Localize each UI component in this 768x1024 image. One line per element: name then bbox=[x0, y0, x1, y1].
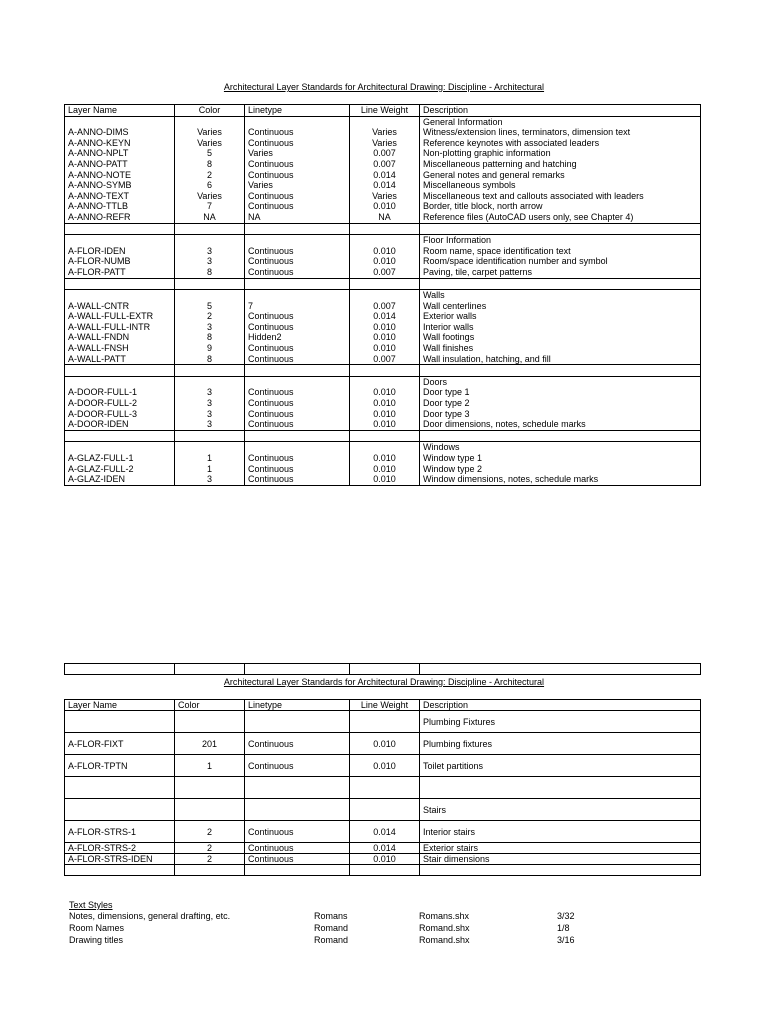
linetype-cell: Continuous bbox=[245, 409, 350, 420]
linetype-cell bbox=[245, 235, 350, 246]
description-cell: Plumbing Fixtures bbox=[420, 711, 701, 733]
linetype-cell: Continuous bbox=[245, 343, 350, 354]
table-row bbox=[65, 453, 701, 464]
table-row bbox=[65, 278, 701, 290]
table-row bbox=[65, 733, 701, 755]
color-cell bbox=[175, 442, 245, 453]
color-cell: Varies bbox=[175, 191, 245, 202]
color-cell: 2 bbox=[175, 854, 245, 865]
text-style-usage: Room Names bbox=[69, 923, 125, 933]
line-weight-cell: Varies bbox=[350, 191, 420, 202]
line-weight-cell: 0.010 bbox=[350, 755, 420, 777]
color-cell: NA bbox=[175, 212, 245, 223]
line-weight-cell bbox=[350, 365, 420, 377]
description-cell: Miscellaneous symbols bbox=[420, 180, 701, 191]
line-weight-cell: 0.010 bbox=[350, 419, 420, 430]
line-weight-cell bbox=[350, 235, 420, 246]
table-row bbox=[65, 387, 701, 398]
text-styles-title: Text Styles bbox=[69, 900, 113, 910]
layer-name-cell bbox=[65, 365, 175, 377]
line-weight-cell: 0.010 bbox=[350, 343, 420, 354]
description-cell: Reference keynotes with associated leaders bbox=[420, 138, 701, 149]
line-weight-cell: 0.014 bbox=[350, 170, 420, 181]
layer-name-cell bbox=[65, 278, 175, 290]
description-cell: Stair dimensions bbox=[420, 854, 701, 865]
linetype-cell bbox=[245, 777, 350, 799]
description-cell: Stairs bbox=[420, 799, 701, 821]
color-cell: 1 bbox=[175, 755, 245, 777]
table-row bbox=[65, 854, 701, 865]
linetype-cell bbox=[245, 290, 350, 301]
text-style-size: 3/16 bbox=[557, 935, 575, 945]
linetype-cell: Continuous bbox=[245, 843, 350, 854]
line-weight-cell: 0.007 bbox=[350, 159, 420, 170]
header-linetype: Linetype bbox=[245, 700, 350, 711]
description-cell: Wall footings bbox=[420, 332, 701, 343]
line-weight-cell: 0.010 bbox=[350, 854, 420, 865]
linetype-cell: Continuous bbox=[245, 854, 350, 865]
layer-standards-table-1 bbox=[64, 104, 701, 486]
layer-name-cell: A-DOOR-IDEN bbox=[65, 419, 175, 430]
table1-header-row bbox=[65, 105, 701, 117]
linetype-cell bbox=[245, 278, 350, 290]
color-cell: 3 bbox=[175, 398, 245, 409]
layer-name-cell bbox=[65, 430, 175, 442]
table-row bbox=[65, 267, 701, 278]
linetype-cell: Continuous bbox=[245, 419, 350, 430]
line-weight-cell: 0.010 bbox=[350, 409, 420, 420]
layer-name-cell: A-GLAZ-IDEN bbox=[65, 474, 175, 485]
line-weight-cell: 0.010 bbox=[350, 322, 420, 333]
description-cell: General notes and general remarks bbox=[420, 170, 701, 181]
color-cell: 5 bbox=[175, 148, 245, 159]
description-cell: Room name, space identification text bbox=[420, 246, 701, 257]
description-cell: Miscellaneous patterning and hatching bbox=[420, 159, 701, 170]
linetype-cell: Continuous bbox=[245, 170, 350, 181]
color-cell: 8 bbox=[175, 159, 245, 170]
color-cell bbox=[175, 235, 245, 246]
header-linetype: Linetype bbox=[245, 105, 350, 117]
header-description: Description bbox=[420, 105, 701, 117]
table-row bbox=[65, 170, 701, 181]
layer-name-cell: A-WALL-FNSH bbox=[65, 343, 175, 354]
table-row bbox=[65, 256, 701, 267]
layer-name-cell: A-WALL-PATT bbox=[65, 354, 175, 365]
color-cell: 201 bbox=[175, 733, 245, 755]
line-weight-cell: 0.014 bbox=[350, 843, 420, 854]
layer-name-cell bbox=[65, 376, 175, 387]
line-weight-cell: 0.010 bbox=[350, 398, 420, 409]
color-cell: Varies bbox=[175, 127, 245, 138]
linetype-cell: Continuous bbox=[245, 453, 350, 464]
linetype-cell bbox=[245, 376, 350, 387]
description-cell bbox=[420, 365, 701, 377]
linetype-cell: Hidden2 bbox=[245, 332, 350, 343]
linetype-cell: 7 bbox=[245, 301, 350, 312]
color-cell bbox=[175, 777, 245, 799]
table-row bbox=[65, 290, 701, 301]
linetype-cell bbox=[245, 116, 350, 127]
table2-header-row bbox=[65, 700, 701, 711]
description-cell: General Information bbox=[420, 116, 701, 127]
line-weight-cell: 0.007 bbox=[350, 354, 420, 365]
color-cell bbox=[175, 430, 245, 442]
line-weight-cell: 0.010 bbox=[350, 387, 420, 398]
table-row bbox=[65, 127, 701, 138]
color-cell bbox=[175, 116, 245, 127]
description-cell: Toilet partitions bbox=[420, 755, 701, 777]
color-cell: 8 bbox=[175, 354, 245, 365]
description-cell: Door type 2 bbox=[420, 398, 701, 409]
layer-name-cell: A-ANNO-NPLT bbox=[65, 148, 175, 159]
description-cell: Wall centerlines bbox=[420, 301, 701, 312]
linetype-cell bbox=[245, 799, 350, 821]
layer-standards-table-2 bbox=[64, 699, 701, 876]
linetype-cell: Continuous bbox=[245, 733, 350, 755]
layer-name-cell bbox=[65, 116, 175, 127]
text-style-row bbox=[69, 923, 709, 934]
layer-name-cell: A-DOOR-FULL-2 bbox=[65, 398, 175, 409]
header-color: Color bbox=[175, 700, 245, 711]
header-description: Description bbox=[420, 700, 701, 711]
header-layer-name: Layer Name bbox=[65, 700, 175, 711]
linetype-cell: Varies bbox=[245, 148, 350, 159]
description-cell: Walls bbox=[420, 290, 701, 301]
color-cell: 3 bbox=[175, 246, 245, 257]
layer-name-cell: A-DOOR-FULL-3 bbox=[65, 409, 175, 420]
table-row bbox=[65, 821, 701, 843]
description-cell: Wall insulation, hatching, and fill bbox=[420, 354, 701, 365]
layer-name-cell: A-FLOR-STRS-IDEN bbox=[65, 854, 175, 865]
line-weight-cell: 0.010 bbox=[350, 246, 420, 257]
color-cell: 2 bbox=[175, 821, 245, 843]
line-weight-cell: 0.014 bbox=[350, 821, 420, 843]
color-cell: 3 bbox=[175, 387, 245, 398]
header-line-weight: Line Weight bbox=[350, 105, 420, 117]
text-style-size: 3/32 bbox=[557, 911, 575, 921]
description-cell: Window type 1 bbox=[420, 453, 701, 464]
color-cell: 1 bbox=[175, 453, 245, 464]
line-weight-cell bbox=[350, 865, 420, 876]
layer-name-cell bbox=[65, 711, 175, 733]
color-cell: 5 bbox=[175, 301, 245, 312]
color-cell bbox=[175, 799, 245, 821]
text-style-usage: Notes, dimensions, general drafting, etc. bbox=[69, 911, 231, 921]
line-weight-cell bbox=[350, 290, 420, 301]
linetype-cell: Continuous bbox=[245, 267, 350, 278]
color-cell bbox=[175, 365, 245, 377]
line-weight-cell bbox=[350, 799, 420, 821]
line-weight-cell bbox=[350, 116, 420, 127]
color-cell: 3 bbox=[175, 322, 245, 333]
layer-name-cell: A-DOOR-FULL-1 bbox=[65, 387, 175, 398]
layer-name-cell bbox=[65, 235, 175, 246]
linetype-cell: Continuous bbox=[245, 138, 350, 149]
linetype-cell: Continuous bbox=[245, 201, 350, 212]
line-weight-cell: 0.010 bbox=[350, 474, 420, 485]
color-cell bbox=[175, 290, 245, 301]
color-cell: 2 bbox=[175, 311, 245, 322]
layer-name-cell bbox=[65, 442, 175, 453]
layer-name-cell: A-ANNO-NOTE bbox=[65, 170, 175, 181]
description-cell bbox=[420, 223, 701, 235]
line-weight-cell bbox=[350, 223, 420, 235]
linetype-cell bbox=[245, 365, 350, 377]
description-cell: Room/space identification number and symbol bbox=[420, 256, 701, 267]
table1-title: Architectural Layer Standards for Architectural Drawing: Discipline - Architectural bbox=[223, 82, 545, 92]
line-weight-cell: 0.007 bbox=[350, 267, 420, 278]
text-style-row bbox=[69, 911, 709, 922]
header-layer-name: Layer Name bbox=[65, 105, 175, 117]
linetype-cell: Varies bbox=[245, 180, 350, 191]
table-row bbox=[65, 301, 701, 312]
line-weight-cell: 0.010 bbox=[350, 453, 420, 464]
layer-name-cell: A-ANNO-SYMB bbox=[65, 180, 175, 191]
description-cell: Window type 2 bbox=[420, 464, 701, 475]
line-weight-cell: 0.007 bbox=[350, 301, 420, 312]
color-cell: 3 bbox=[175, 409, 245, 420]
color-cell: 3 bbox=[175, 419, 245, 430]
line-weight-cell: 0.010 bbox=[350, 332, 420, 343]
table-row bbox=[65, 354, 701, 365]
color-cell: 1 bbox=[175, 464, 245, 475]
linetype-cell: Continuous bbox=[245, 387, 350, 398]
line-weight-cell: 0.010 bbox=[350, 464, 420, 475]
linetype-cell bbox=[245, 223, 350, 235]
description-cell: Windows bbox=[420, 442, 701, 453]
table-row bbox=[65, 246, 701, 257]
layer-name-cell bbox=[65, 777, 175, 799]
table-row bbox=[65, 777, 701, 799]
linetype-cell bbox=[245, 711, 350, 733]
table-row bbox=[65, 191, 701, 202]
line-weight-cell: Varies bbox=[350, 138, 420, 149]
line-weight-cell: Varies bbox=[350, 127, 420, 138]
layer-name-cell: A-ANNO-TEXT bbox=[65, 191, 175, 202]
layer-name-cell: A-WALL-FULL-INTR bbox=[65, 322, 175, 333]
table-row bbox=[65, 799, 701, 821]
line-weight-cell: 0.014 bbox=[350, 311, 420, 322]
color-cell: 8 bbox=[175, 332, 245, 343]
line-weight-cell bbox=[350, 376, 420, 387]
color-cell: 9 bbox=[175, 343, 245, 354]
header-line-weight: Line Weight bbox=[350, 700, 420, 711]
table-row bbox=[65, 180, 701, 191]
text-style-file: Romans.shx bbox=[419, 911, 470, 921]
line-weight-cell bbox=[350, 777, 420, 799]
description-cell: Exterior walls bbox=[420, 311, 701, 322]
layer-name-cell: A-ANNO-REFR bbox=[65, 212, 175, 223]
layer-name-cell: A-FLOR-FIXT bbox=[65, 733, 175, 755]
line-weight-cell: 0.010 bbox=[350, 733, 420, 755]
linetype-cell: Continuous bbox=[245, 464, 350, 475]
linetype-cell bbox=[245, 430, 350, 442]
layer-name-cell: A-ANNO-PATT bbox=[65, 159, 175, 170]
table-row bbox=[65, 755, 701, 777]
description-cell bbox=[420, 865, 701, 876]
table-row bbox=[65, 332, 701, 343]
linetype-cell: Continuous bbox=[245, 127, 350, 138]
color-cell: 3 bbox=[175, 474, 245, 485]
table-row bbox=[65, 464, 701, 475]
linetype-cell: Continuous bbox=[245, 322, 350, 333]
linetype-cell: Continuous bbox=[245, 821, 350, 843]
description-cell bbox=[420, 278, 701, 290]
line-weight-cell bbox=[350, 711, 420, 733]
table-row bbox=[65, 376, 701, 387]
description-cell: Door type 3 bbox=[420, 409, 701, 420]
description-cell: Reference files (AutoCAD users only, see Chapter 4) bbox=[420, 212, 701, 223]
layer-name-cell: A-FLOR-STRS-1 bbox=[65, 821, 175, 843]
description-cell: Doors bbox=[420, 376, 701, 387]
layer-name-cell: A-WALL-FULL-EXTR bbox=[65, 311, 175, 322]
linetype-cell: Continuous bbox=[245, 246, 350, 257]
spacer-table bbox=[64, 663, 701, 675]
table2-title: Architectural Layer Standards for Architectural Drawing: Discipline - Architectural bbox=[223, 677, 545, 687]
line-weight-cell: 0.014 bbox=[350, 180, 420, 191]
text-style-row bbox=[69, 935, 709, 946]
color-cell: 7 bbox=[175, 201, 245, 212]
linetype-cell: Continuous bbox=[245, 311, 350, 322]
layer-name-cell: A-ANNO-TTLB bbox=[65, 201, 175, 212]
table-row bbox=[65, 419, 701, 430]
table-row bbox=[65, 343, 701, 354]
line-weight-cell bbox=[350, 278, 420, 290]
table-row bbox=[65, 430, 701, 442]
description-cell: Border, title block, north arrow bbox=[420, 201, 701, 212]
table-row bbox=[65, 116, 701, 127]
table-row bbox=[65, 212, 701, 223]
linetype-cell: Continuous bbox=[245, 191, 350, 202]
text-style-font: Romans bbox=[314, 911, 348, 921]
line-weight-cell bbox=[350, 442, 420, 453]
color-cell: 8 bbox=[175, 267, 245, 278]
table-row bbox=[65, 322, 701, 333]
color-cell: Varies bbox=[175, 138, 245, 149]
text-style-font: Romand bbox=[314, 923, 349, 933]
description-cell: Paving, tile, carpet patterns bbox=[420, 267, 701, 278]
layer-name-cell: A-WALL-FNDN bbox=[65, 332, 175, 343]
linetype-cell: Continuous bbox=[245, 755, 350, 777]
layer-name-cell: A-FLOR-PATT bbox=[65, 267, 175, 278]
text-style-usage: Drawing titles bbox=[69, 935, 124, 945]
table-row bbox=[65, 474, 701, 485]
table-row bbox=[65, 409, 701, 420]
text-style-size: 1/8 bbox=[557, 923, 570, 933]
layer-name-cell: A-GLAZ-FULL-2 bbox=[65, 464, 175, 475]
layer-name-cell: A-FLOR-NUMB bbox=[65, 256, 175, 267]
linetype-cell: Continuous bbox=[245, 474, 350, 485]
layer-name-cell: A-ANNO-DIMS bbox=[65, 127, 175, 138]
table-row bbox=[65, 365, 701, 377]
description-cell: Non-plotting graphic information bbox=[420, 148, 701, 159]
linetype-cell bbox=[245, 865, 350, 876]
table-row bbox=[65, 148, 701, 159]
layer-name-cell: A-FLOR-TPTN bbox=[65, 755, 175, 777]
line-weight-cell: 0.010 bbox=[350, 256, 420, 267]
linetype-cell: Continuous bbox=[245, 159, 350, 170]
layer-name-cell: A-FLOR-IDEN bbox=[65, 246, 175, 257]
layer-name-cell: A-FLOR-STRS-2 bbox=[65, 843, 175, 854]
linetype-cell: Continuous bbox=[245, 256, 350, 267]
layer-name-cell: A-GLAZ-FULL-1 bbox=[65, 453, 175, 464]
description-cell bbox=[420, 777, 701, 799]
description-cell: Plumbing fixtures bbox=[420, 733, 701, 755]
linetype-cell: Continuous bbox=[245, 354, 350, 365]
text-style-file: Romand.shx bbox=[419, 923, 470, 933]
linetype-cell bbox=[245, 442, 350, 453]
description-cell: Wall finishes bbox=[420, 343, 701, 354]
layer-name-cell bbox=[65, 799, 175, 821]
color-cell: 2 bbox=[175, 170, 245, 181]
line-weight-cell: 0.007 bbox=[350, 148, 420, 159]
table-row bbox=[65, 235, 701, 246]
table-row bbox=[65, 711, 701, 733]
linetype-cell: NA bbox=[245, 212, 350, 223]
color-cell bbox=[175, 376, 245, 387]
description-cell: Window dimensions, notes, schedule marks bbox=[420, 474, 701, 485]
layer-name-cell bbox=[65, 290, 175, 301]
table-row bbox=[65, 843, 701, 854]
color-cell: 2 bbox=[175, 843, 245, 854]
text-style-font: Romand bbox=[314, 935, 349, 945]
table-row bbox=[65, 311, 701, 322]
color-cell: 3 bbox=[175, 256, 245, 267]
description-cell: Door dimensions, notes, schedule marks bbox=[420, 419, 701, 430]
description-cell: Door type 1 bbox=[420, 387, 701, 398]
table-row bbox=[65, 223, 701, 235]
description-cell: Interior stairs bbox=[420, 821, 701, 843]
line-weight-cell: NA bbox=[350, 212, 420, 223]
description-cell: Exterior stairs bbox=[420, 843, 701, 854]
description-cell bbox=[420, 430, 701, 442]
color-cell bbox=[175, 223, 245, 235]
layer-name-cell bbox=[65, 865, 175, 876]
table-row bbox=[65, 865, 701, 876]
color-cell bbox=[175, 711, 245, 733]
color-cell bbox=[175, 278, 245, 290]
layer-name-cell bbox=[65, 223, 175, 235]
description-cell: Interior walls bbox=[420, 322, 701, 333]
line-weight-cell bbox=[350, 430, 420, 442]
table-row bbox=[65, 138, 701, 149]
table-row bbox=[65, 159, 701, 170]
layer-name-cell: A-WALL-CNTR bbox=[65, 301, 175, 312]
description-cell: Witness/extension lines, terminators, dimension text bbox=[420, 127, 701, 138]
color-cell bbox=[175, 865, 245, 876]
table-row bbox=[65, 442, 701, 453]
linetype-cell: Continuous bbox=[245, 398, 350, 409]
layer-name-cell: A-ANNO-KEYN bbox=[65, 138, 175, 149]
line-weight-cell: 0.010 bbox=[350, 201, 420, 212]
description-cell: Floor Information bbox=[420, 235, 701, 246]
color-cell: 6 bbox=[175, 180, 245, 191]
table-row bbox=[65, 201, 701, 212]
text-style-file: Romand.shx bbox=[419, 935, 470, 945]
description-cell: Miscellaneous text and callouts associated with leaders bbox=[420, 191, 701, 202]
header-color: Color bbox=[175, 105, 245, 117]
table-row bbox=[65, 398, 701, 409]
